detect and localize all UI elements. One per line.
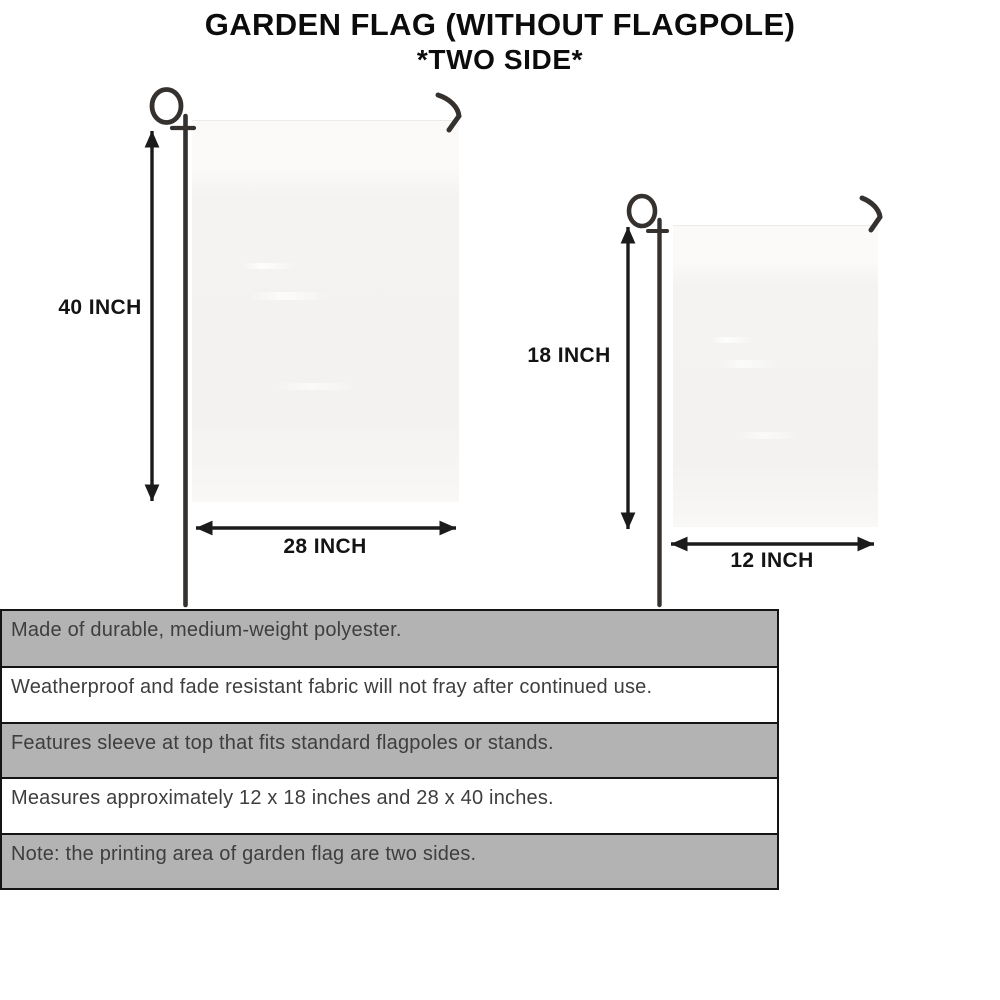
large-flag-width-label: 28 INCH — [283, 535, 367, 558]
feature-text: Features sleeve at top that fits standard flagpoles or stands. — [11, 731, 554, 754]
large-flag-height-label: 40 INCH — [58, 296, 142, 319]
feature-row-3 — [2, 722, 777, 777]
large-flag — [192, 120, 459, 502]
features-table — [0, 609, 779, 890]
small-flag-height-label: 18 INCH — [527, 344, 611, 367]
feature-text: Made of durable, medium-weight polyester. — [11, 619, 402, 641]
feature-text: Note: the printing area of garden flag are two sides. — [11, 842, 477, 865]
feature-row-5 — [2, 833, 777, 888]
feature-text: Weatherproof and fade resistant fabric will not fray after continued use. — [11, 676, 653, 699]
feature-text: Measures approximately 12 x 18 inches and 28 x 40 inches. — [11, 787, 554, 810]
feature-row-2 — [2, 666, 777, 721]
small-flag-width-label: 12 INCH — [730, 549, 814, 572]
page-subtitle: *TWO SIDE* — [416, 44, 584, 75]
feature-row-1 — [2, 611, 777, 666]
title-block — [0, 6, 1000, 76]
small-flag — [673, 225, 878, 527]
page-title: GARDEN FLAG (WITHOUT FLAGPOLE) — [204, 7, 796, 42]
large-flag-fabric-texture — [192, 120, 459, 502]
feature-row-4 — [2, 777, 777, 832]
small-flag-fabric-texture — [673, 225, 878, 527]
